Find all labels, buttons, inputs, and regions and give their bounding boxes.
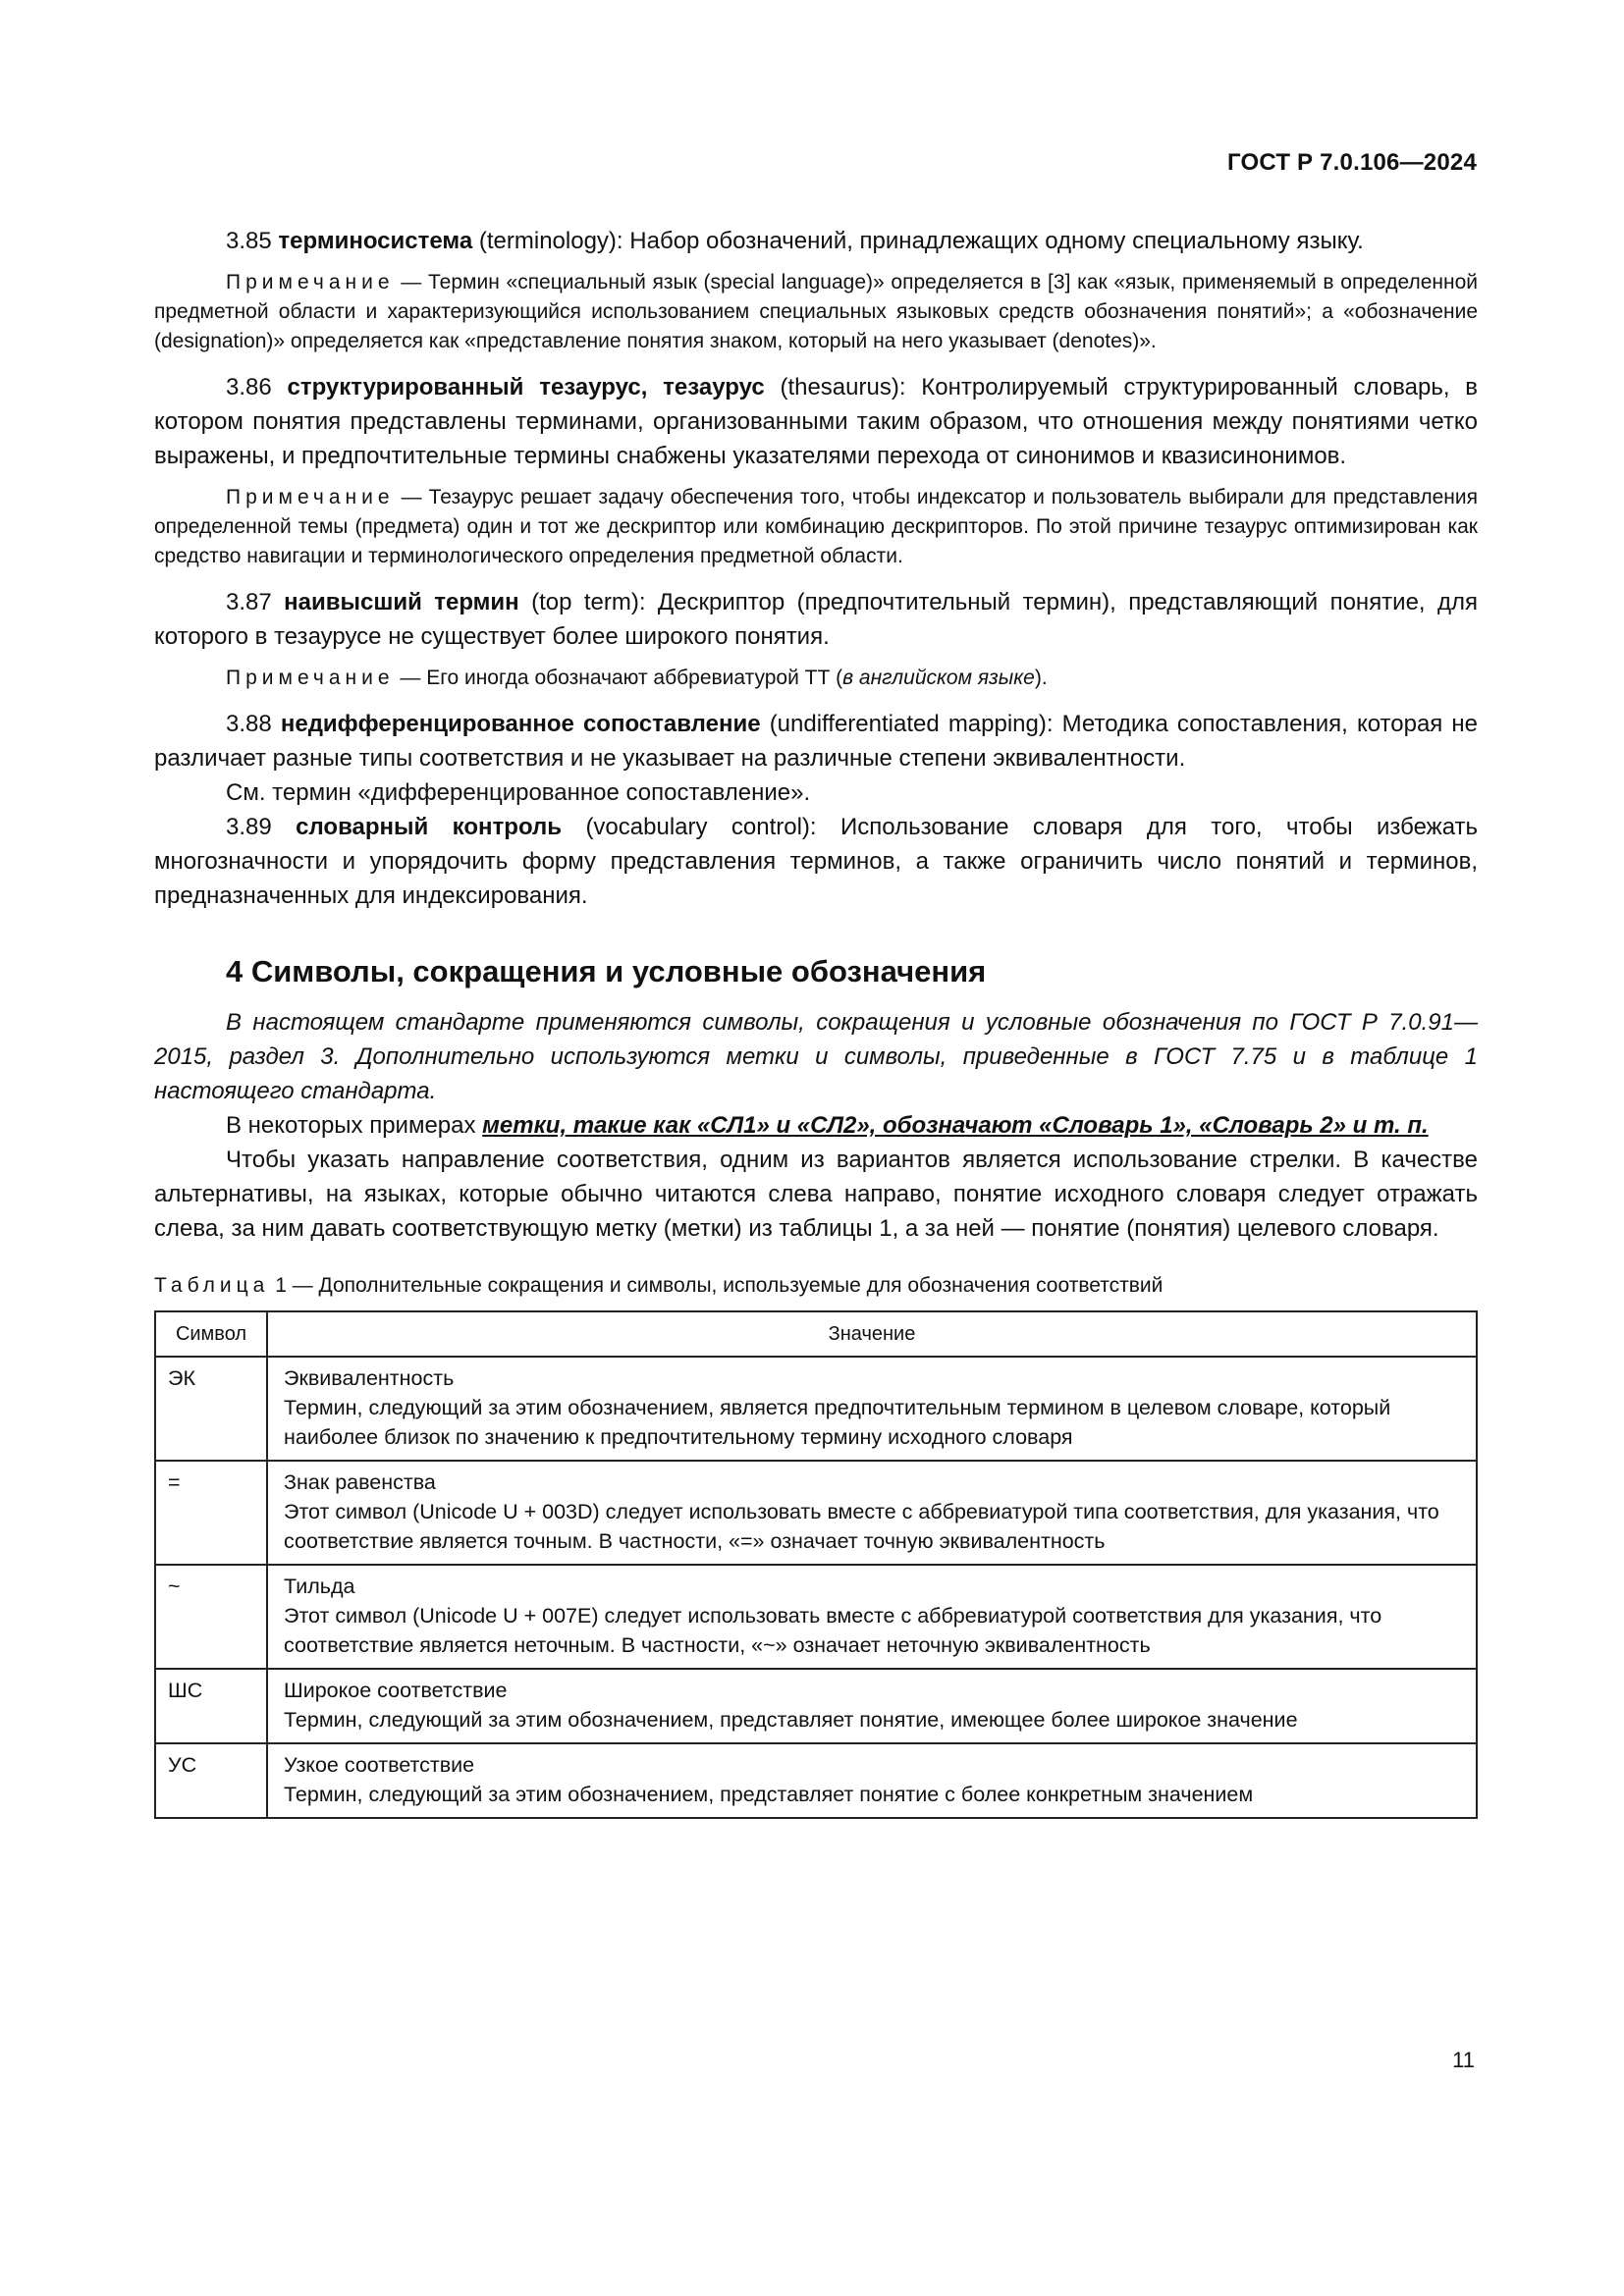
section-paragraph: Чтобы указать направление соответствия, одним из вариантов является использование стрелки. В качестве альтернативы, на языках, которые обычно читаются слева направо, понятие исходного словаря следует отражать слева, за ним давать соответствующую метку (метки) из таблицы 1, а за ней — понятие (понятия) целевого словаря. (154, 1147, 1478, 1242)
meaning-title: Узкое соответствие (284, 1753, 475, 1777)
term-definition: Контролируемый структурированный словарь, в котором понятия представлены терминами, организованными таким образом, что отношения между понятиями четко выражены, и предпочтительные термины снабжены указателями перехода от синонимов и квазисинонимов. (154, 374, 1479, 469)
table-row (155, 1743, 1477, 1818)
marked-text: метки, такие как «СЛ1» и «СЛ2», обозначают «Словарь 1», «Словарь 2» и т. п. (482, 1112, 1429, 1139)
table-caption-text: 1 — Дополнительные сокращения и символы, используемые для обозначения соответствий (275, 1274, 1164, 1297)
term-entry (154, 810, 1478, 913)
note-label: Примечание (226, 667, 395, 689)
symbol-cell: ЭК (155, 1357, 267, 1461)
table-row (155, 1357, 1477, 1461)
meaning-cell (267, 1357, 1477, 1461)
term-note (154, 664, 1478, 693)
symbol-cell: ~ (155, 1565, 267, 1669)
table-row (155, 1565, 1477, 1669)
term-title: словарный контроль (296, 814, 563, 840)
term-number: 3.87 (226, 589, 272, 615)
table-caption-label: Таблица (154, 1274, 270, 1297)
document-code: ГОСТ Р 7.0.106—2024 (1227, 149, 1477, 176)
meaning-title: Знак равенства (284, 1470, 436, 1494)
meaning-text: Этот символ (Unicode U + 003D) следует использовать вместе с аббревиатурой типа соответствия, для указания, что соответствие является точным. В частности, «=» означает точную эквивалентность (284, 1500, 1439, 1553)
term-note (154, 483, 1478, 571)
term-english: (undifferentiated mapping): (769, 711, 1054, 737)
term-title: наивысший термин (284, 589, 519, 615)
note-text-end: ). (1034, 667, 1048, 689)
table-row (155, 1461, 1477, 1565)
term-title: структурированный тезаурус, тезаурус (287, 374, 765, 400)
note-text: — Тезаурус решает задачу обеспечения того, чтобы индексатор и пользователь выбирали для представления определенной темы (предмета) один и тот же дескриптор или комбинацию дескрипторов. По этой причине тезаурус оптимизирован как средство навигации и терминологического определения предметной области. (154, 486, 1478, 567)
term-english: (vocabulary control): (585, 814, 817, 840)
note-label: Примечание (226, 486, 395, 508)
term-title: терминосистема (278, 228, 473, 254)
term-definition: Использование словаря для того, чтобы избежать многозначности и упорядочить форму представления терминов, а также ограничить число понятий и терминов, предназначенных для индексирования. (154, 814, 1479, 909)
table-caption (154, 1271, 1478, 1301)
meaning-text: Термин, следующий за этим обозначением, представляет понятие, имеющее более широкое значение (284, 1708, 1298, 1732)
meaning-cell (267, 1743, 1477, 1818)
header-meaning: Значение (267, 1311, 1477, 1357)
meaning-text: Этот символ (Unicode U + 007E) следует использовать вместе с аббревиатурой соответствия для указания, что соответствие является неточным. В частности, «~» означает неточную эквивалентность (284, 1604, 1382, 1657)
term-entry (154, 707, 1478, 775)
meaning-text: Термин, следующий за этим обозначением, представляет понятие с более конкретным значением (284, 1783, 1254, 1806)
table-header-row (155, 1311, 1477, 1357)
term-note (154, 268, 1478, 356)
section-heading: 4 Символы, сокращения и условные обозначения (226, 954, 987, 988)
meaning-cell (267, 1669, 1477, 1743)
term-english: (terminology): (478, 228, 623, 254)
term-entry (154, 224, 1478, 258)
term-english: (thesaurus): (780, 374, 906, 400)
meaning-title: Эквивалентность (284, 1366, 455, 1390)
term-number: 3.88 (226, 711, 272, 737)
meaning-cell (267, 1461, 1477, 1565)
paragraph-start: В некоторых примерах (226, 1112, 483, 1139)
term-entry (154, 585, 1478, 654)
symbol-cell: УС (155, 1743, 267, 1818)
meaning-cell (267, 1565, 1477, 1669)
header-symbol: Символ (155, 1311, 267, 1357)
symbol-cell: = (155, 1461, 267, 1565)
term-english: (top term): (531, 589, 646, 615)
term-definition: Набор обозначений, принадлежащих одному специальному языку. (629, 228, 1364, 254)
meaning-title: Широкое соответствие (284, 1679, 508, 1702)
note-text: — Его иногда обозначают аббревиатурой ТТ ( (400, 667, 843, 689)
note-italic: в английском языке (842, 667, 1035, 689)
term-entry (154, 370, 1478, 473)
term-see-also: См. термин «дифференцированное сопоставление». (226, 779, 811, 806)
page-content (154, 224, 1478, 1819)
term-number: 3.86 (226, 374, 272, 400)
table-row (155, 1669, 1477, 1743)
term-definition: Дескриптор (предпочтительный термин), представляющий понятие, для которого в тезаурусе не существует более широкого понятия. (154, 589, 1479, 650)
term-number: 3.89 (226, 814, 272, 840)
note-label: Примечание (226, 271, 395, 294)
term-number: 3.85 (226, 228, 272, 254)
page-number: 11 (1452, 2048, 1475, 2072)
symbols-table (154, 1310, 1478, 1819)
note-text: — Термин «специальный язык (special language)» определяется в [3] как «язык, применяемый в определенной предметной области и характеризующийся использованием специальных языковых средств обозначения понятий»; а «обозначение (designation)» определяется как «представление понятия знаком, который на него указывает (denotes)». (154, 271, 1478, 352)
term-definition: Методика сопоставления, которая не различает разные типы соответствия и не указывает на различные степени эквивалентности. (154, 711, 1479, 772)
symbol-cell: ШС (155, 1669, 267, 1743)
term-title: недифференцированное сопоставление (280, 711, 761, 737)
meaning-title: Тильда (284, 1575, 355, 1598)
section-paragraph (154, 1108, 1478, 1143)
section-paragraph: В настоящем стандарте применяются символы, сокращения и условные обозначения по ГОСТ Р 7.0.91—2015, раздел 3. Дополнительно используются метки и символы, приведенные в ГОСТ 7.75 и в таблице 1 настоящего стандарта. (154, 1009, 1478, 1104)
meaning-text: Термин, следующий за этим обозначением, является предпочтительным термином в целевом словаре, который наиболее близок по значению к предпочтительному термину исходного словаря (284, 1396, 1391, 1449)
